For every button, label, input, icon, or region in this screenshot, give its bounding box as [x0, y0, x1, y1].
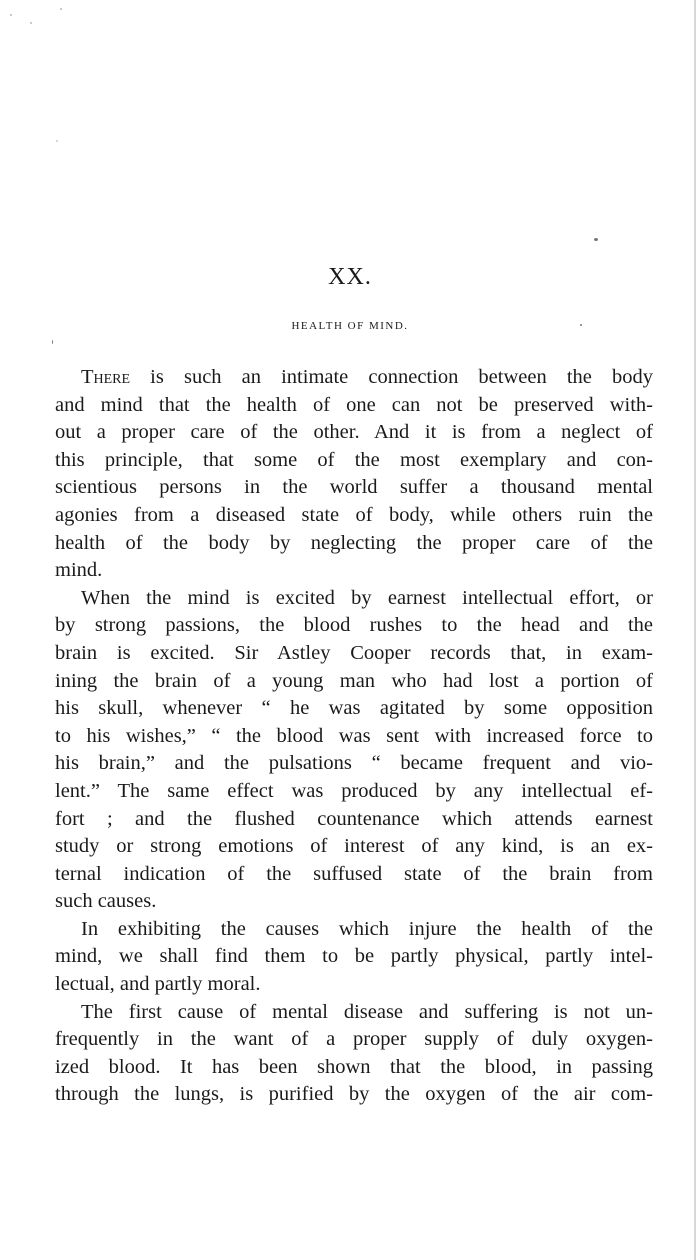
- text-line: [55, 530, 653, 558]
- text-line: [55, 392, 653, 420]
- line-text: this principle, that some of the most exemplary and con-: [55, 448, 653, 471]
- chapter-number: XX.: [328, 264, 372, 290]
- drop-word: There: [81, 366, 131, 388]
- line-text: The first cause of mental disease and suffering is not un-: [81, 1000, 653, 1023]
- line-text: to his wishes,” “ the blood was sent with increased force to: [55, 724, 653, 747]
- scan-speck: [594, 238, 598, 241]
- text-line: [55, 612, 653, 640]
- text-line: [55, 419, 653, 447]
- text-line: [55, 971, 653, 999]
- line-text: study or strong emotions of interest of any kind, is an ex-: [55, 835, 653, 858]
- text-line: [55, 833, 653, 861]
- line-text: his brain,” and the pulsations “ became frequent and vio-: [55, 752, 653, 775]
- text-line: [55, 502, 653, 530]
- page-edge-shadow: [694, 0, 696, 1260]
- text-line: [55, 1081, 653, 1109]
- line-text: his skull, whenever “ he was agitated by some opposition: [55, 697, 653, 720]
- line-text: and mind that the health of one can not be preserved with-: [55, 393, 653, 416]
- text-line: [55, 695, 653, 723]
- scan-speck: [30, 22, 32, 24]
- line-text: lent.” The same effect was produced by any intellectual ef-: [55, 779, 653, 802]
- scan-speck: [56, 140, 58, 142]
- text-line: [55, 999, 653, 1027]
- text-line: [55, 585, 653, 613]
- line-text: agonies from a diseased state of body, while others ruin the: [55, 503, 653, 526]
- line-text: frequently in the want of a proper supply of duly oxygen-: [55, 1028, 653, 1051]
- text-line: [55, 557, 653, 585]
- text-line: [55, 640, 653, 668]
- line-text: such causes.: [55, 890, 157, 913]
- text-line: [55, 668, 653, 696]
- scan-speck: [60, 8, 62, 10]
- text-line: [55, 474, 653, 502]
- line-text: ized blood. It has been shown that the blood, in passing: [55, 1055, 653, 1078]
- text-line: [55, 1026, 653, 1054]
- text-line: [55, 750, 653, 778]
- line-text: brain is excited. Sir Astley Cooper records that, in exam-: [55, 641, 653, 664]
- text-line: [55, 778, 653, 806]
- text-line: [55, 861, 653, 889]
- line-text: lectual, and partly moral.: [55, 973, 261, 996]
- line-text: scientious persons in the world suffer a thousand mental: [55, 476, 653, 499]
- text-line: [55, 1054, 653, 1082]
- text-line: [55, 723, 653, 751]
- text-line: [55, 806, 653, 834]
- line-text: is such an intimate connection between the body: [130, 366, 653, 388]
- line-text: In exhibiting the causes which injure the health of the: [81, 917, 653, 940]
- text-line: [55, 916, 653, 944]
- line-text: mind, we shall find them to be partly physical, partly intel-: [55, 945, 653, 968]
- line-text: fort ; and the flushed countenance which attends earnest: [55, 807, 653, 830]
- body-text: [55, 364, 653, 1109]
- chapter-title: HEALTH OF MIND.: [291, 320, 409, 332]
- line-text: through the lungs, is purified by the oxygen of the air com-: [55, 1083, 653, 1106]
- line-text: When the mind is excited by earnest intellectual effort, or: [81, 586, 653, 609]
- line-text: by strong passions, the blood rushes to the head and the: [55, 614, 653, 637]
- text-line: [55, 888, 653, 916]
- text-line: [55, 943, 653, 971]
- line-text: ining the brain of a young man who had lost a portion of: [55, 669, 653, 692]
- scan-speck: [10, 14, 12, 16]
- text-line: [55, 364, 653, 392]
- line-text: health of the body by neglecting the proper care of the: [55, 531, 653, 554]
- line-text: mind.: [55, 559, 103, 582]
- line-text: ternal indication of the suffused state of the brain from: [55, 862, 653, 885]
- scan-speck: [52, 340, 53, 344]
- text-line: [55, 447, 653, 475]
- line-text: out a proper care of the other. And it is from a neglect of: [55, 421, 653, 444]
